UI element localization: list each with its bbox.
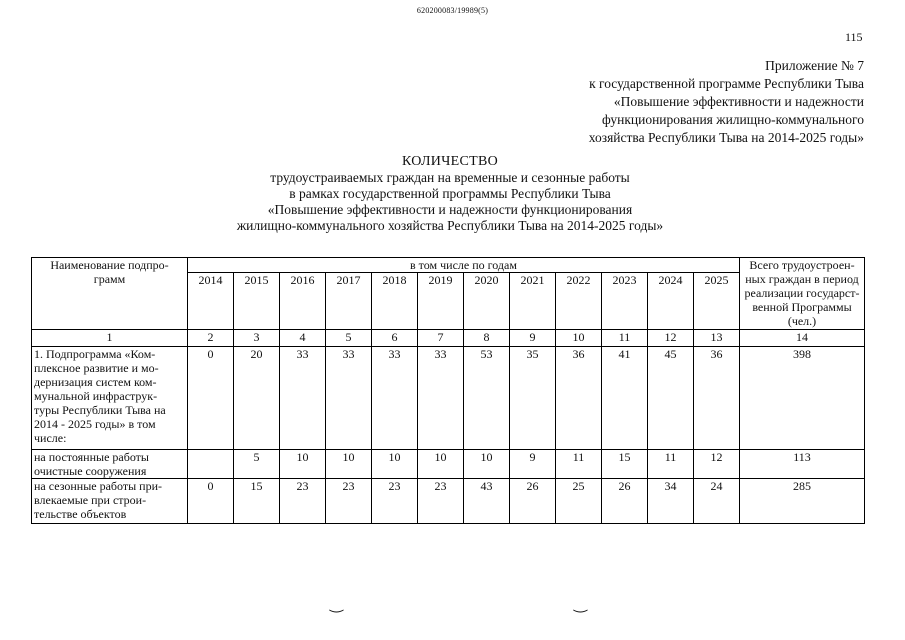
year-value: 15 bbox=[234, 479, 280, 524]
row-name: на постоянные работы очистные сооружения bbox=[32, 450, 188, 479]
table-header-row bbox=[32, 258, 865, 273]
year-value: 33 bbox=[418, 347, 464, 450]
year-value: 26 bbox=[510, 479, 556, 524]
year-value: 23 bbox=[280, 479, 326, 524]
row-name: на сезонные работы при- влекаемые при строи- тельстве объектов bbox=[32, 479, 188, 524]
year-value: 33 bbox=[280, 347, 326, 450]
column-number: 9 bbox=[510, 330, 556, 347]
year-value: 10 bbox=[418, 450, 464, 479]
year-header: 2014 bbox=[188, 273, 234, 330]
column-number: 7 bbox=[418, 330, 464, 347]
year-header: 2025 bbox=[694, 273, 740, 330]
column-number: 12 bbox=[648, 330, 694, 347]
column-number-row bbox=[32, 330, 865, 347]
title-line: жилищно-коммунального хозяйства Республики Тыва на 2014-2025 годы» bbox=[236, 218, 664, 233]
year-value: 36 bbox=[556, 347, 602, 450]
year-header: 2018 bbox=[372, 273, 418, 330]
appendix-line: к государственной программе Республики Тыва bbox=[589, 76, 864, 91]
year-value: 5 bbox=[234, 450, 280, 479]
column-number: 6 bbox=[372, 330, 418, 347]
year-header: 2015 bbox=[234, 273, 280, 330]
year-value: 43 bbox=[464, 479, 510, 524]
column-number: 8 bbox=[464, 330, 510, 347]
row-total: 113 bbox=[740, 450, 865, 479]
year-value: 33 bbox=[326, 347, 372, 450]
year-value: 35 bbox=[510, 347, 556, 450]
year-header: 2024 bbox=[648, 273, 694, 330]
name-column-header: Наименование подпро- грамм bbox=[32, 258, 188, 330]
title-line: «Повышение эффективности и надежности функционирования bbox=[267, 202, 633, 217]
year-value: 26 bbox=[602, 479, 648, 524]
year-value: 0 bbox=[188, 347, 234, 450]
employment-table bbox=[31, 257, 865, 524]
year-header: 2021 bbox=[510, 273, 556, 330]
year-value: 10 bbox=[280, 450, 326, 479]
year-header: 2022 bbox=[556, 273, 602, 330]
appendix-line: «Повышение эффективности и надежности bbox=[613, 94, 864, 109]
year-value: 41 bbox=[602, 347, 648, 450]
column-number: 11 bbox=[602, 330, 648, 347]
year-value: 25 bbox=[556, 479, 602, 524]
table-row bbox=[32, 450, 865, 479]
appendix-line: Приложение № 7 bbox=[765, 58, 864, 73]
column-number: 1 bbox=[32, 330, 188, 347]
table-row bbox=[32, 347, 865, 450]
page-number: 115 bbox=[845, 30, 863, 44]
year-value: 23 bbox=[326, 479, 372, 524]
year-value: 10 bbox=[464, 450, 510, 479]
year-value: 15 bbox=[602, 450, 648, 479]
year-value: 45 bbox=[648, 347, 694, 450]
appendix-line: хозяйства Республики Тыва на 2014-2025 годы» bbox=[588, 130, 864, 145]
handwritten-mark: ‿ bbox=[330, 596, 343, 613]
year-value: 23 bbox=[372, 479, 418, 524]
total-column-header: Всего трудоустроен- ных граждан в период реализации государст- венной Программы (чел.) bbox=[740, 258, 865, 330]
year-value: 20 bbox=[234, 347, 280, 450]
year-value: 53 bbox=[464, 347, 510, 450]
title-line: в рамках государственной программы Республики Тыва bbox=[289, 186, 611, 201]
row-name: 1. Подпрограмма «Ком- плексное развитие и мо- дернизация систем ком- мунальной инфраструк- туры Республики Тыва на 2014 - 2025 годы» в том числе: bbox=[32, 347, 188, 450]
column-number: 5 bbox=[326, 330, 372, 347]
year-value: 23 bbox=[418, 479, 464, 524]
document-title bbox=[180, 154, 720, 234]
row-total: 285 bbox=[740, 479, 865, 524]
year-header: 2019 bbox=[418, 273, 464, 330]
title-line: КОЛИЧЕСТВО bbox=[402, 154, 498, 169]
year-header: 2017 bbox=[326, 273, 372, 330]
column-number: 4 bbox=[280, 330, 326, 347]
column-number: 3 bbox=[234, 330, 280, 347]
document-id: 620200083/19989(5) bbox=[416, 6, 489, 15]
year-value: 36 bbox=[694, 347, 740, 450]
year-value: 9 bbox=[510, 450, 556, 479]
year-value: 10 bbox=[326, 450, 372, 479]
years-group-header: в том числе по годам bbox=[188, 258, 740, 273]
year-header: 2020 bbox=[464, 273, 510, 330]
column-number: 13 bbox=[694, 330, 740, 347]
handwritten-mark: ‿ bbox=[574, 596, 587, 613]
column-number: 14 bbox=[740, 330, 865, 347]
appendix-line: функционирования жилищно-коммунального bbox=[601, 112, 864, 127]
column-number: 2 bbox=[188, 330, 234, 347]
column-number: 10 bbox=[556, 330, 602, 347]
year-value: 24 bbox=[694, 479, 740, 524]
year-value: 34 bbox=[648, 479, 694, 524]
table-row bbox=[32, 479, 865, 524]
year-value: 11 bbox=[556, 450, 602, 479]
year-value: 0 bbox=[188, 479, 234, 524]
year-value bbox=[188, 450, 234, 479]
year-header: 2023 bbox=[602, 273, 648, 330]
title-line: трудоустраиваемых граждан на временные и сезонные работы bbox=[270, 170, 630, 185]
appendix-heading bbox=[589, 57, 864, 147]
row-total: 398 bbox=[740, 347, 865, 450]
year-value: 12 bbox=[694, 450, 740, 479]
year-header: 2016 bbox=[280, 273, 326, 330]
year-value: 10 bbox=[372, 450, 418, 479]
year-value: 11 bbox=[648, 450, 694, 479]
year-value: 33 bbox=[372, 347, 418, 450]
